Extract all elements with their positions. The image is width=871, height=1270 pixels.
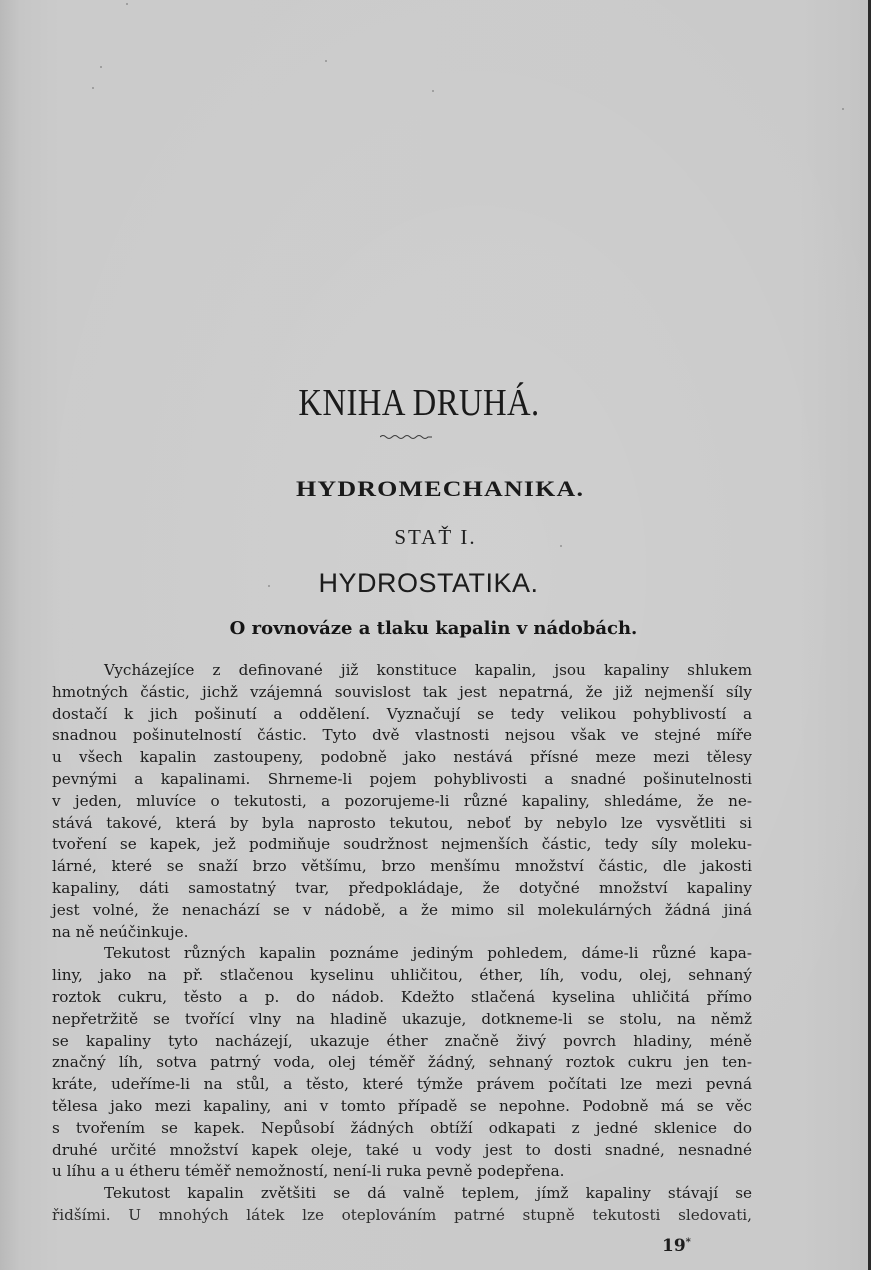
page-number	[662, 1236, 691, 1256]
section-label: STAŤ I.	[394, 525, 477, 549]
text-line: kráte, udeříme-li na stůl, a těsto, které týmže právem počítati lze mezi pevná	[52, 1075, 752, 1094]
text-line: u všech kapalin zastoupeny, podobně jako nestává přísné meze mezi tělesy	[52, 748, 752, 767]
text-line: jest volné, že nenachází se v nádobě, a že mimo sil molekulárných žádná jiná	[52, 900, 752, 919]
text-line: dostačí k jich pošinutí a oddělení. Vyznačují se tedy velikou pohyblivostí a	[52, 704, 752, 723]
page-number-mark: *	[685, 1237, 691, 1248]
paper-speck	[432, 90, 434, 92]
paper-speck	[842, 108, 844, 110]
subsection-title-text: O rovnováze a tlaku kapalin v nádobách.	[229, 618, 638, 639]
text-line: pevnými a kapalinami. Shrneme-li pojem pohyblivosti a snadné pošinutelnosti	[52, 769, 752, 788]
book-title-text: KNIHA DRUHÁ.	[298, 382, 540, 424]
part-title: HYDROMECHANIKA.	[296, 476, 585, 501]
text-line: s tvořením se kapek. Nepůsobí žádných obtíží odkapati z jedné sklenice do	[52, 1118, 752, 1137]
text-line: druhé určité množství kapek oleje, také u vody jest to dosti snadné, nesnadné	[52, 1140, 752, 1159]
text-line: u líhu a u étheru téměř nemožností, není-li ruka pevně podepřena.	[52, 1162, 565, 1181]
text-line: snadnou pošinutelností částic. Tyto dvě vlastnosti nejsou však ve stejné míře	[52, 726, 752, 745]
text-line: nepřetržitě se tvořící vlny na hladině ukazuje, dotkneme-li se stolu, na němž	[52, 1009, 752, 1028]
text-line: roztok cukru, těsto a p. do nádob. Kdežto stlačená kyselina uhličitá přímo	[52, 987, 752, 1006]
text-line: na ně neúčinkuje.	[52, 922, 189, 941]
paragraph	[52, 660, 752, 943]
paragraph	[52, 1183, 752, 1227]
text-line: stává takové, která by byla naprosto tekutou, neboť by nebylo lze vysvětliti si	[52, 813, 752, 832]
text-line: Tekutost kapalin zvětšiti se dá valně teplem, jímž kapaliny stávají se	[104, 1184, 752, 1203]
text-line: značný líh, sotva patrný voda, olej téměř žádný, sehnaný roztok cukru jen ten-	[52, 1053, 752, 1072]
text-line: v jeden, mluvíce o tekutosti, a pozorujeme-li různé kapaliny, shledáme, že ne-	[52, 791, 752, 810]
paper-speck	[126, 3, 128, 5]
book-title	[57, 381, 806, 425]
section-title	[0, 568, 871, 599]
text-line: řidšími. U mnohých látek lze oteplováním patrné stupně tekutosti sledovati,	[52, 1205, 752, 1224]
text-line: se kapaliny tyto nacházejí, ukazuje éther značně živý povrch hladiny, méně	[52, 1031, 752, 1050]
section-title-text: HYDROSTATIKA.	[318, 568, 539, 598]
wavy-divider-ornament	[380, 432, 432, 442]
paper-speck	[325, 60, 327, 62]
text-line: kapaliny, dáti samostatný tvar, předpokládaje, že dotyčné množství kapaliny	[52, 878, 752, 897]
text-line: tělesa jako mezi kapaliny, ani v tomto případě se nepohne. Podobně má se věc	[52, 1096, 752, 1115]
text-line: liny, jako na př. stlačenou kyselinu uhličitou, éther, líh, vodu, olej, sehnaný	[52, 966, 752, 985]
body-text	[52, 660, 752, 1227]
text-line: hmotných částic, jichž vzájemná souvislost tak jest nepatrná, že již nejmenší síly	[52, 682, 752, 701]
page-number-value: 19	[662, 1236, 686, 1256]
subsection-title	[0, 618, 871, 639]
text-line: lárné, které se snaží brzo většímu, brzo menšímu množství částic, dle jakosti	[52, 857, 752, 876]
text-line: tvoření se kapek, jež podmiňuje soudržnost nejmenších částic, tedy síly moleku-	[52, 835, 752, 854]
paragraph	[52, 943, 752, 1183]
paper-speck	[92, 87, 94, 89]
text-line: Vycházejíce z definované již konstituce kapalin, jsou kapaliny shlukem	[104, 661, 752, 679]
text-line: Tekutost různých kapalin poznáme jediným pohledem, dáme-li různé kapa-	[104, 944, 752, 963]
paper-speck	[100, 66, 102, 68]
